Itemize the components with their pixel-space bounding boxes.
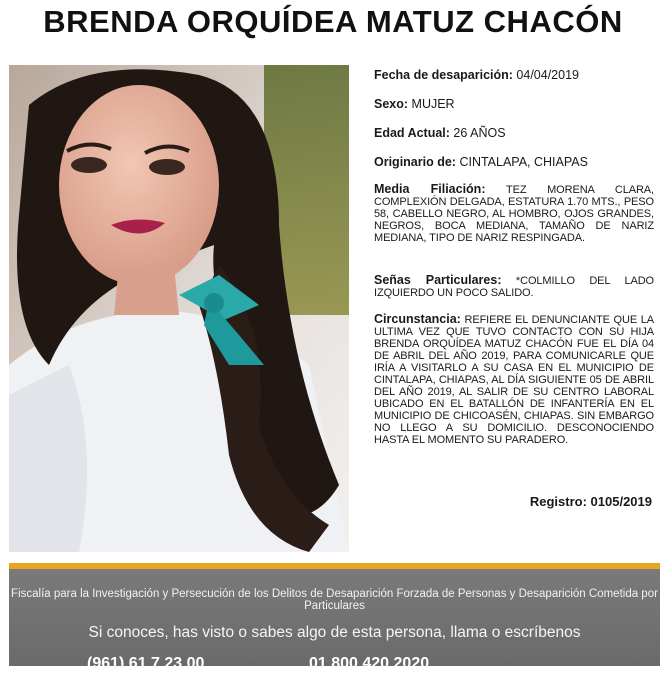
detail-value: 26 AÑOS: [453, 126, 506, 140]
person-name-title: BRENDA ORQUÍDEA MATUZ CHACÓN: [43, 4, 623, 39]
detail-circunstancia: [374, 313, 654, 446]
agency-name: Fiscalía para la Investigación y Persecución de los Delitos de Desaparición Forzada de Personas y Desaparición Cometida por Particulares: [11, 588, 658, 612]
detail-value: REFIERE EL DENUNCIANTE QUE LA ULTIMA VEZ QUE TUVO CONTACTO CON SU HIJA BRENDA ORQUÍDEA MATUZ CHACÓN FUE EL DÍA 04 DE ABRIL DEL AÑO 2019, PARA COMUNICARLE QUE IRÍA A VISITARLO A SU CASA EN EL MUNICIPIO DE CINTALAPA, CHIAPAS, AL DÍA SIGUIENTE 05 DE ABRIL DEL AÑO 2019, AL SALIR DE SU CENTRO LABORAL UBICADO EN EL BATALLÓN DE INFANTERÍA EN EL MUNICIPIO DE CHICOASÉN, CHIAPAS. SIN EMBARGO NO LLEGO A SU DOMICILIO. DESCONOCIENDO HASTA EL MOMENTO SU PARADERO.: [374, 314, 654, 446]
phone-left[interactable]: (961) 61 7 23 00: [87, 655, 205, 672]
footer-banner: [9, 563, 660, 672]
person-photo-image: [9, 65, 349, 552]
call-to-action: Si conoces, has visto o sabes algo de esta persona, llama o escríbenos: [88, 624, 581, 641]
phone-right[interactable]: 01 800 420 2020: [309, 655, 430, 672]
detail-label: Edad Actual:: [374, 126, 450, 140]
detail-value: CINTALAPA, CHIAPAS: [459, 155, 588, 169]
detail-label: Sexo:: [374, 97, 409, 111]
detail-label: Señas Particulares:: [374, 273, 502, 287]
detail-value: MUJER: [411, 97, 455, 111]
person-photo: [9, 65, 349, 552]
detail-label: Media Filiación:: [374, 182, 486, 196]
detail-label: Originario de:: [374, 155, 456, 169]
detail-value: 04/04/2019: [516, 68, 579, 82]
detail-value: *COLMILLO DEL LADO IZQUIERDO UN POCO SALIDO.: [374, 275, 654, 299]
registro-number: Registro: 0105/2019: [529, 494, 652, 509]
accent-bar: [9, 563, 660, 569]
detail-sexo: [374, 97, 654, 111]
detail-originario: [374, 155, 654, 169]
detail-media-filiacion: [374, 183, 654, 244]
detail-fecha: [374, 68, 654, 82]
detail-senas-particulares: [374, 274, 654, 299]
detail-value: TEZ MORENA CLARA, COMPLEXIÓN DELGADA, ESTATURA 1.70 MTS., PESO 58, CABELLO NEGRO, AL HOMBRO, OJOS GRANDES, NEGROS, BOCA MEDIANA, TAMAÑO DE NARIZ MEDIANA, TIPO DE NARIZ RESPINGADA.: [374, 184, 654, 244]
detail-edad: [374, 126, 654, 140]
detail-label: Fecha de desaparición:: [374, 68, 513, 82]
detail-label: Circunstancia:: [374, 312, 461, 326]
